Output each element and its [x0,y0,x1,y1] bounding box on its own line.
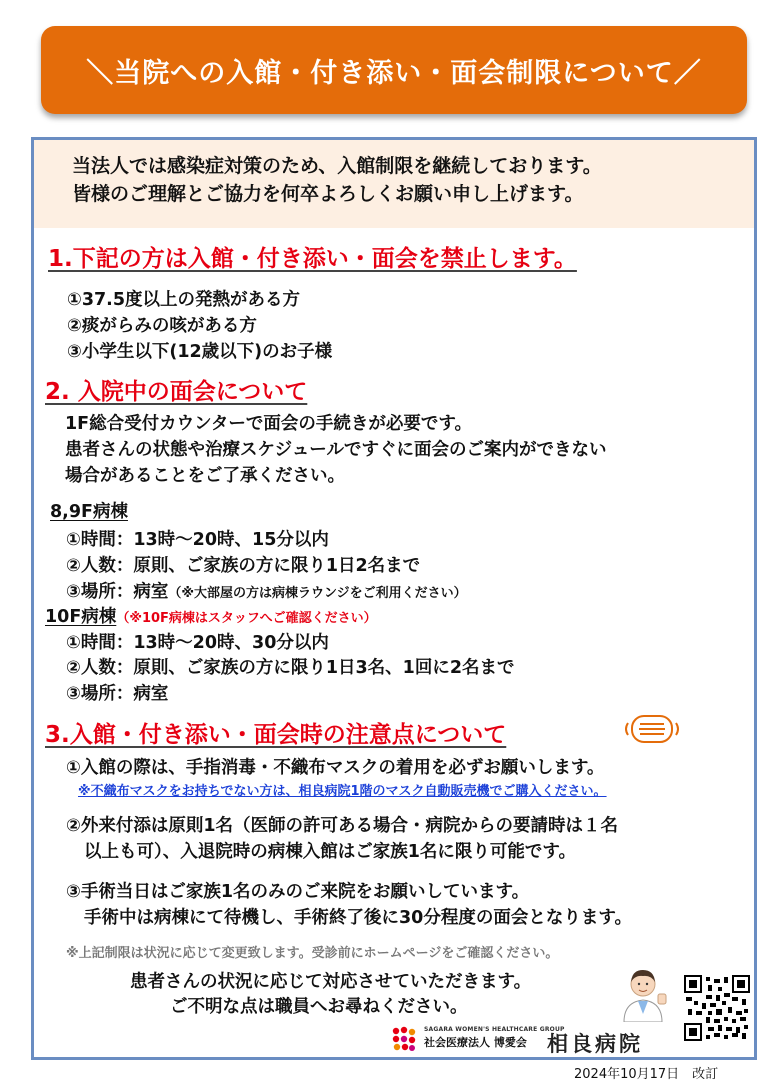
revision-date: 2024年10月17日 改訂 [574,1067,719,1082]
section3-item-1: ①入館の際は、手指消毒・不織布マスクの着用を必ずお願いします。 [66,758,605,778]
logo-dots [391,1026,417,1052]
section3-item-3-line-2: 手術中は病棟にて待機し、手術終了後に30分程度の面会となります。 [84,908,632,928]
section1-item-1: ①37.5度以上の発熱がある方 [67,290,300,310]
ward89-place-note: （※大部屋の方は病棟ラウンジをご利用ください） [168,586,467,601]
section1-heading: 1.下記の方は入館・付き添い・面会を禁止します。 [48,246,577,272]
intro-box [34,140,754,228]
logo-corp-text: 社会医療法人 博愛会 [424,1036,527,1049]
section3-item-2-line-2: 以上も可）、入退院時の病棟入館はご家族1名に限り可能です。 [84,842,577,862]
section2-line-3: 場合があることをご了承ください。 [65,466,345,486]
ward89-place: ③場所：病室 [66,582,169,602]
closing-line-1: 患者さんの状況に応じて対応させていただきます。 [130,972,532,992]
logo-group-text: SAGARA WOMEN'S HEALTHCARE GROUP [424,1026,565,1033]
section2-line-2: 患者さんの状態や治療スケジュールですぐに面会のご案内ができない [65,440,607,460]
ward89-time: ①時間：13時～20時、15分以内 [66,530,329,550]
section2-heading: 2. 入院中の面会について [45,379,308,405]
ward10-people: ②人数：原則、ご家族の方に限り1日3名、1回に2名まで [66,658,515,678]
ward10-place: ③場所：病室 [66,684,169,704]
ward10-note: （※10F病棟はスタッフへご確認ください） [116,611,377,626]
section3-heading: 3.入館・付き添い・面会時の注意点について [45,722,507,748]
ward10-row [45,603,377,628]
ward10-time: ①時間：13時～20時、30分以内 [66,633,329,653]
section3-item-1-note: ※不織布マスクをお持ちでない方は、相良病院1階のマスク自動販売機でご購入ください。 [78,784,607,799]
ward89-people: ②人数：原則、ご家族の方に限り1日2名まで [66,556,421,576]
section1-item-2: ②痰がらみの咳がある方 [67,316,257,336]
title-banner [41,26,747,114]
ward89-place-row [66,578,467,603]
logo-hospital-name: 相良病院 [547,1032,643,1056]
ward10-title: 10F病棟 [45,607,117,627]
section3-item-2-line-1: ②外来付添は原則1名（医師の許可ある場合・病院からの要請時は１名 [66,816,618,836]
intro-line-2: 皆様のご理解とご協力を何卒よろしくお願い申し上げます。 [72,183,584,205]
mask-icon [624,713,680,745]
section2-line-1: 1F総合受付カウンターで面会の手続きが必要です。 [65,414,473,434]
doctor-illustration [618,962,668,1022]
ward89-title: 8,9F病棟 [50,502,128,522]
closing-line-2: ご不明な点は職員へお尋ねください。 [170,997,468,1017]
intro-line-1: 当法人では感染症対策のため、入館制限を継続しております。 [72,155,602,177]
qr-code [684,975,750,1041]
section3-item-3-line-1: ③手術当日はご家族1名のみのご来院をお願いしています。 [66,882,530,902]
content-panel [31,137,757,1060]
banner-title: ＼当院への入館・付き添い・面会制限について／ [86,57,702,89]
change-notice: ※上記制限は状況に応じて変更致します。受診前にホームページをご確認ください。 [66,946,559,961]
section1-item-3: ③小学生以下(12歳以下)のお子様 [67,342,333,362]
